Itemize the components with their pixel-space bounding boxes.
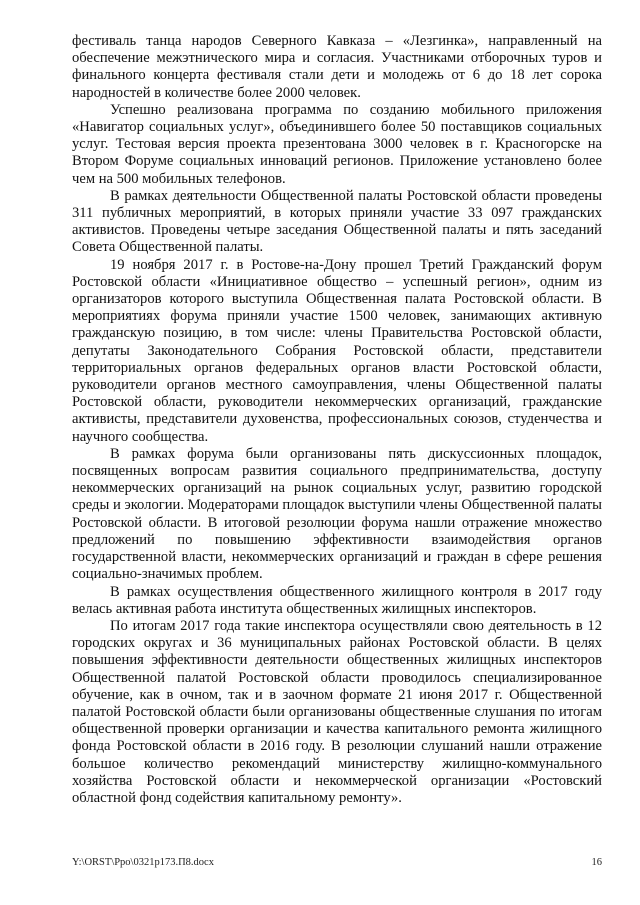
document-body xyxy=(72,33,602,807)
paragraph-forum-discussion-platforms: В рамках форума были организованы пять дискуссионных площадок, посвященных вопросам развития социального предпринимательства, доступу некоммерческих организаций на рынок социальных услуг, развитию городской среды и экологии. Модераторами площадок выступили члены Общественной палаты Ростовской области. В итоговой резолюции форума нашли отражение множество предложений по повышению эффективности взаимодействия органов государственной власти, некоммерческих организаций и граждан в сфере решения социально-значимых проблем. xyxy=(72,445,602,583)
paragraph-mobile-app: Успешно реализована программа по созданию мобильного приложения «Навигатор социальных услуг», объединившего более 50 поставщиков социальных услуг. Тестовая версия проекта презентована 3000 человек в г. Красногорске на Втором Форуме социальных инноваций регионов. Приложение установлено более чем на 500 мобильных телефонов. xyxy=(72,101,602,187)
paragraph-housing-control: В рамках осуществления общественного жилищного контроля в 2017 году велась активная работа института общественных жилищных инспекторов. xyxy=(72,583,602,617)
paragraph-housing-inspectors: По итогам 2017 года такие инспектора осуществляли свою деятельность в 12 городских округах и 36 муниципальных районах Ростовской области. В целях повышения эффективности деятельности общественных жилищных инспекторов Общественной палатой Ростовской области проводилось специализированное обучение, как в очном, так и в заочном формате 21 июня 2017 г. Общественной палатой Ростовской области были организованы общественные слушания по итогам общественной проверки организации и качества капитального ремонта жилищного фонда Ростовской области в 2016 году. В резолюции слушаний нашли отражение большое количество рекомендаций министерству жилищно-коммунального хозяйства Ростовской области и некоммерческой организации «Ростовский областной фонд содействия капитальному ремонту». xyxy=(72,617,602,806)
paragraph-festival-continuation: фестиваль танца народов Северного Кавказа – «Лезгинка», направленный на обеспечение межэтнического мира и согласия. Участниками отборочных туров и финального концерта фестиваля стали дети и молодежь от 6 до 18 лет сорока народностей в количестве более 2000 человек. xyxy=(72,33,602,101)
page-number: 16 xyxy=(591,857,602,868)
paragraph-public-chamber-activity: В рамках деятельности Общественной палаты Ростовской области проведены 311 публичных мероприятий, в которых приняли участие 33 097 гражданских активистов. Проведены четыре заседания Общественной палаты и пять заседаний Совета Общественной палаты. xyxy=(72,187,602,256)
paragraph-civil-forum: 19 ноября 2017 г. в Ростове-на-Дону прошел Третий Гражданский форум Ростовской области «Инициативное общество – успешный регион», одним из организаторов которого выступила Общественная палата Ростовской области. В мероприятиях форума приняли участие 1500 человек, занимающих активную гражданскую позицию, в том числе: члены Правительства Ростовской области, депутаты Законодательного Собрания Ростовской области, представители территориальных органов федеральных органов власти Ростовской области, руководители органов местного самоуправления, члены Общественной палаты Ростовской области, руководители некоммерческих организаций, гражданские активисты, представители духовенства, профессиональных союзов, студенчества и научного сообщества. xyxy=(72,256,602,445)
footer-file-path: Y:\ORST\Ppo\0321p173.П8.docx xyxy=(72,857,214,868)
